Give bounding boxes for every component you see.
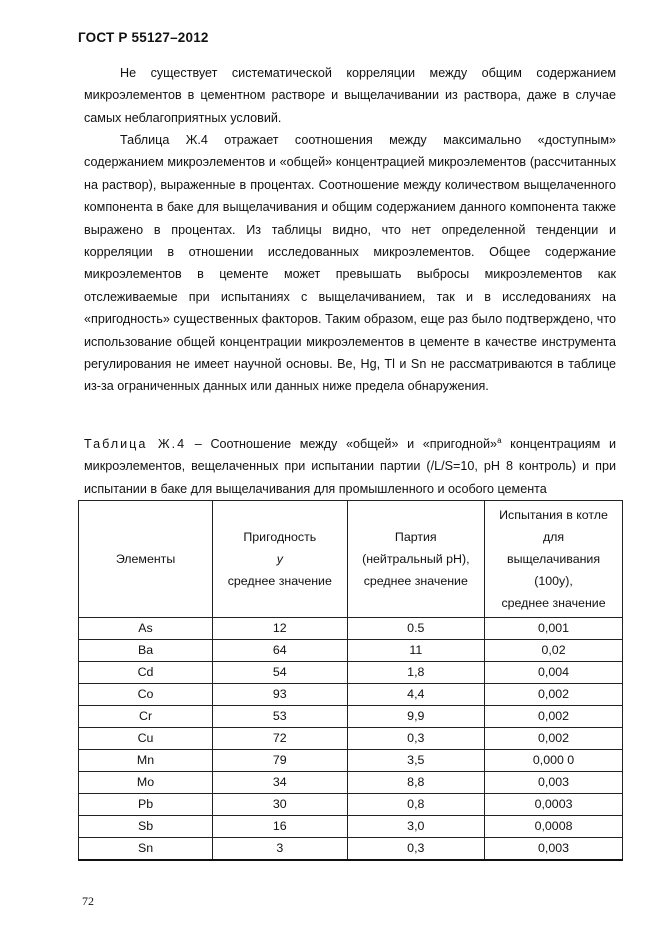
cell-element: Sn: [79, 838, 213, 861]
table-caption-text-end: концентрациям и микроэлементов, вещелаченных при испытании партии (/L/S=10, pH 8 контроль) и при испытании в баке для выщелачивания для промышленного и особого цемента: [84, 437, 616, 496]
cell-element: Co: [79, 684, 213, 706]
cell-batch: 4,4: [347, 684, 485, 706]
cell-batch: 8,8: [347, 772, 485, 794]
table-row: [79, 640, 623, 662]
paragraph-2: Таблица Ж.4 отражает соотношения между максимально «доступным» содержанием микроэлементов и «общей» концентрацией микроэлементов (рассчитанных на раствор), выраженные в процентах. Соотношение между количеством выщелаченного компонента в баке для выщелачивания и общим содержанием данного компонента также выражено в процентах. Из таблицы видно, что нет определенной тенденции и корреляции в отношении исследованных микроэлементов. Общее содержание микроэлементов в цементе может превышать выбросы микроэлементов как отслеживаемые при испытаниях с выщелачиванием, так и в исследованиях на «пригодность» существенных факторов. Таким образом, еще раз было подтверждено, что использование общей концентрации микроэлементов в цементе в качестве инструмента регулирования не имеет научной основы. Be, Hg, Tl и Sn не рассматриваются в таблице из-за ограниченных данных или данных ниже предела обнаружения.: [84, 133, 616, 394]
cell-batch: 0,3: [347, 728, 485, 750]
cell-element: Mo: [79, 772, 213, 794]
document-header: ГОСТ Р 55127–2012: [78, 30, 209, 45]
cell-tank: 0,003: [485, 838, 623, 861]
cell-fitness: 3: [213, 838, 347, 861]
cell-batch: 0,3: [347, 838, 485, 861]
cell-fitness: 64: [213, 640, 347, 662]
cell-fitness: 34: [213, 772, 347, 794]
header-elements: Элементы: [79, 501, 213, 618]
cell-element: Pb: [79, 794, 213, 816]
cell-batch: 11: [347, 640, 485, 662]
data-table: [78, 500, 623, 861]
cell-tank: 0,002: [485, 684, 623, 706]
cell-batch: 3,0: [347, 816, 485, 838]
table-caption: [84, 433, 616, 500]
cell-tank: 0,02: [485, 640, 623, 662]
cell-fitness: 30: [213, 794, 347, 816]
cell-element: Cd: [79, 662, 213, 684]
paragraph-1: Не существует систематической корреляции между общим содержанием микроэлементов в цементном растворе и выщелачивании из раствора, даже в случае самых неблагоприятных условий.: [84, 66, 616, 125]
table-caption-label: Таблица Ж.4: [84, 437, 187, 451]
cell-tank: 0,000 0: [485, 750, 623, 772]
cell-batch: 0.5: [347, 618, 485, 640]
cell-fitness: 79: [213, 750, 347, 772]
cell-tank: 0,002: [485, 706, 623, 728]
cell-fitness: 53: [213, 706, 347, 728]
cell-fitness: 16: [213, 816, 347, 838]
cell-element: Mn: [79, 750, 213, 772]
page-number: 72: [82, 894, 94, 908]
cell-tank: 0,002: [485, 728, 623, 750]
header-tank-test: Испытания в котле для выщелачивания (100у), среднее значение: [485, 501, 623, 618]
cell-element: Cu: [79, 728, 213, 750]
cell-fitness: 54: [213, 662, 347, 684]
table-row: [79, 618, 623, 640]
cell-batch: 0,8: [347, 794, 485, 816]
cell-fitness: 93: [213, 684, 347, 706]
table-row: [79, 750, 623, 772]
table-header-row: [79, 501, 623, 618]
table-row: [79, 684, 623, 706]
table-row: [79, 662, 623, 684]
cell-batch: 1,8: [347, 662, 485, 684]
cell-batch: 9,9: [347, 706, 485, 728]
table-row: [79, 816, 623, 838]
cell-fitness: 12: [213, 618, 347, 640]
cell-element: Sb: [79, 816, 213, 838]
cell-tank: 0,003: [485, 772, 623, 794]
cell-fitness: 72: [213, 728, 347, 750]
cell-tank: 0,0008: [485, 816, 623, 838]
header-batch: Партия (нейтральный pH), среднее значение: [347, 501, 485, 618]
cell-tank: 0,001: [485, 618, 623, 640]
table-row: [79, 772, 623, 794]
cell-batch: 3,5: [347, 750, 485, 772]
cell-element: Cr: [79, 706, 213, 728]
cell-element: As: [79, 618, 213, 640]
table-row: [79, 706, 623, 728]
cell-tank: 0,0003: [485, 794, 623, 816]
table-caption-footnote-mark: а: [497, 435, 502, 445]
table-row: [79, 794, 623, 816]
cell-tank: 0,004: [485, 662, 623, 684]
table-row: [79, 838, 623, 861]
cell-element: Ba: [79, 640, 213, 662]
table-row: [79, 728, 623, 750]
table-caption-text-start: – Соотношение между «общей» и «пригодной»: [186, 437, 498, 451]
header-fitness: Пригодность у среднее значение: [213, 501, 347, 618]
